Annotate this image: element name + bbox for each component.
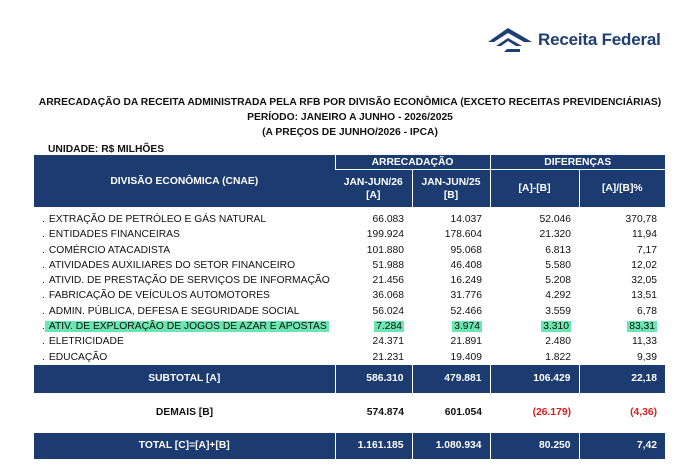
row-bullet: . [42, 214, 45, 225]
row-value-diff: 1.822 [545, 351, 571, 363]
row-value-a: 24.371 [372, 336, 404, 348]
subtotal-value-pct: 22,18 [579, 365, 665, 393]
column-header-b-period: JAN-JUN/25 [421, 176, 481, 188]
row-division: ENTIDADES FINANCEIRAS [48, 229, 180, 241]
subtotal-value-b: 479.881 [412, 365, 490, 393]
brand-name: Receita Federal [538, 30, 661, 49]
demais-value-diff: (26.179) [532, 407, 571, 419]
row-value-pct: 11,33 [631, 336, 657, 348]
row-division: EXTRAÇÃO DE PETRÓLEO E GÁS NATURAL [48, 214, 267, 225]
row-bullet: . [42, 351, 45, 363]
row-value-b: 31.776 [450, 290, 482, 302]
row-value-pct: 6,78 [636, 305, 657, 317]
row-value-a: 21.231 [372, 351, 404, 363]
receita-federal-logo [486, 22, 676, 58]
row-value-pct: 370,78 [625, 214, 657, 225]
table-row [34, 273, 665, 288]
row-value-diff: 2.480 [545, 336, 571, 348]
report-period: PERÍODO: JANEIRO A JUNHO - 2026/2025 [247, 112, 453, 123]
row-value-b: 16.249 [450, 275, 482, 287]
row-value-b: 46.408 [450, 259, 482, 271]
receita-federal-emblem-icon [486, 22, 534, 58]
row-value-a: 199.924 [366, 229, 404, 241]
row-value-pct: 32,05 [631, 275, 657, 287]
table-row [34, 243, 665, 258]
row-value-a: 101.880 [366, 244, 404, 256]
row-division: FABRICAÇÃO DE VEÍCULOS AUTOMOTORES [48, 290, 270, 302]
row-bullet: . [42, 275, 45, 287]
row-value-a: 66.083 [372, 214, 404, 225]
subtotal-value-diff: 106.429 [490, 365, 579, 393]
total-value-b: 1.080.934 [412, 433, 490, 459]
subtotal-row [34, 365, 665, 393]
row-value-b: 95.068 [450, 244, 482, 256]
row-value-a: 7.284 [376, 321, 402, 333]
row-value-a: 21.456 [372, 275, 404, 287]
row-value-a: 56.024 [372, 305, 404, 317]
row-value-a: 36.068 [372, 290, 404, 302]
row-value-diff: 4.292 [545, 290, 571, 302]
column-group-arrecadacao: ARRECADAÇÃO [335, 155, 490, 170]
row-value-b: 52.466 [450, 305, 482, 317]
row-value-b: 3.974 [454, 321, 480, 333]
demais-row [34, 393, 665, 433]
row-bullet: . [42, 244, 45, 256]
row-bullet: . [42, 259, 45, 271]
row-bullet: . [42, 290, 45, 302]
report-titles [0, 95, 700, 140]
row-value-diff: 21.320 [539, 229, 571, 241]
table-row [34, 227, 665, 242]
column-header-b-code: [B] [443, 189, 459, 201]
table-row [34, 334, 665, 349]
report-title: ARRECADAÇÃO DA RECEITA ADMINISTRADA PELA RFB POR DIVISÃO ECONÔMICA (EXCETO RECEITAS PREVIDENCIÁRIAS) [38, 97, 662, 108]
row-value-pct: 12,02 [631, 259, 657, 271]
row-value-b: 14.037 [450, 214, 482, 225]
column-group-diferencas: DIFERENÇAS [490, 155, 665, 170]
row-value-diff: 5.580 [545, 259, 571, 271]
row-division: ELETRICIDADE [48, 336, 124, 348]
column-header-a-period: JAN-JUN/26 [343, 176, 403, 188]
table-row [34, 304, 665, 319]
demais-value-a: 574.874 [366, 407, 404, 419]
total-value-a: 1.161.185 [335, 433, 412, 459]
subtotal-label: SUBTOTAL [A] [34, 365, 335, 393]
row-value-b: 19.409 [450, 351, 482, 363]
row-bullet: . [42, 321, 45, 333]
row-value-pct: 13,51 [631, 290, 657, 302]
row-value-b: 178.604 [444, 229, 482, 241]
unit-label: UNIDADE: R$ MILHÕES [48, 144, 165, 155]
row-value-pct: 7,17 [636, 244, 657, 256]
column-header-a-code: [A] [366, 189, 381, 201]
row-value-pct: 9,39 [636, 351, 657, 363]
row-division: ATIVID. DE PRESTAÇÃO DE SERVIÇOS DE INFORMAÇÃO [48, 275, 330, 287]
row-division: EDUCAÇÃO [48, 351, 108, 363]
row-value-diff: 5.208 [545, 275, 571, 287]
total-label: TOTAL [C]=[A]+[B] [34, 433, 335, 459]
row-division: ATIV. DE EXPLORAÇÃO DE JOGOS DE AZAR E APOSTAS [45, 321, 329, 332]
collection-table [34, 155, 665, 459]
report-prices: (A PREÇOS DE JUNHO/2026 - IPCA) [262, 127, 438, 138]
row-value-pct: 83,31 [629, 321, 655, 333]
row-bullet: . [42, 305, 45, 317]
demais-value-pct: (4,36) [630, 407, 657, 419]
total-row [34, 433, 665, 459]
row-bullet: . [42, 229, 45, 241]
total-value-pct: 7,42 [579, 433, 665, 459]
column-header-diff: [A]-[B] [490, 170, 579, 208]
row-value-a: 51.988 [372, 259, 404, 271]
column-header-division: DIVISÃO ECONÔMICA (CNAE) [34, 155, 335, 207]
row-value-pct: 11,94 [631, 229, 657, 241]
row-division: ATIVIDADES AUXILIARES DO SETOR FINANCEIRO [48, 259, 296, 271]
row-value-b: 21.891 [450, 336, 482, 348]
column-header-pct: [A]/[B]% [579, 170, 665, 208]
row-value-diff: 3.310 [543, 321, 569, 333]
row-value-diff: 3.559 [545, 305, 571, 317]
total-value-diff: 80.250 [490, 433, 579, 459]
header-row-groups [34, 155, 665, 170]
demais-value-b: 601.054 [444, 407, 482, 419]
row-division: COMÉRCIO ATACADISTA [48, 244, 171, 256]
demais-label: DEMAIS [B] [155, 407, 214, 419]
subtotal-value-a: 586.310 [335, 365, 412, 393]
table-row [34, 350, 665, 365]
table-row-highlighted [34, 319, 665, 334]
table-row [34, 212, 665, 227]
row-division: ADMIN. PÚBLICA, DEFESA E SEGURIDADE SOCIAL [48, 305, 300, 317]
row-value-diff: 52.046 [539, 214, 571, 225]
row-bullet: . [42, 336, 45, 348]
column-header-b [412, 170, 490, 208]
column-header-a [335, 170, 412, 208]
row-value-diff: 6.813 [545, 244, 571, 256]
table-row [34, 258, 665, 273]
table-row [34, 288, 665, 303]
